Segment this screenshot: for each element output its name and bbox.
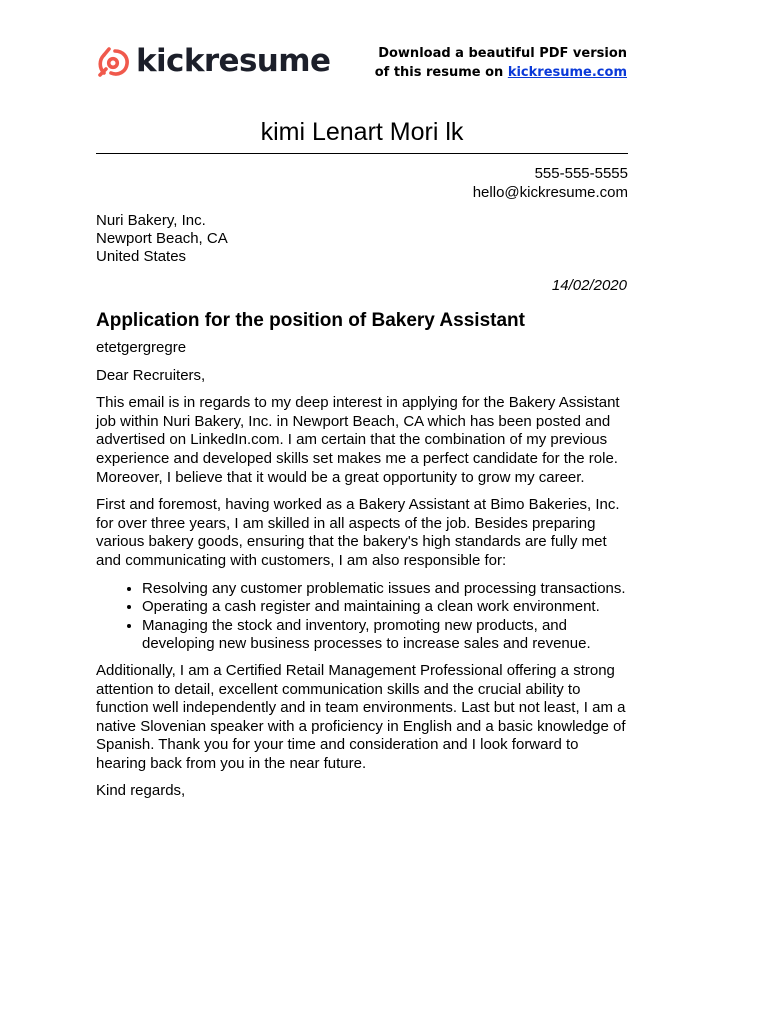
letter-date: 14/02/2020	[551, 277, 627, 294]
salutation: Dear Recruiters,	[96, 366, 206, 384]
responsibilities-list	[96, 580, 630, 654]
list-item: • Operating a cash register and maintaining a clean work environment.	[142, 598, 630, 617]
download-promo	[375, 44, 627, 82]
kickresume-logo-icon	[96, 43, 132, 79]
recipient-address	[96, 212, 228, 266]
letter-body	[96, 339, 630, 810]
recipient-city: Newport Beach, CA	[96, 230, 228, 247]
kickresume-logo	[96, 42, 330, 80]
kickresume-link[interactable]: kickresume.com	[507, 65, 627, 80]
promo-line-1: Download a beautiful PDF version	[378, 46, 627, 61]
header-divider	[96, 153, 628, 154]
email-address: hello@kickresume.com	[472, 184, 628, 201]
list-item: • Managing the stock and inventory, promoting new products, and developing new business processes to increase sales and revenue.	[142, 617, 630, 654]
paragraph-1: This email is in regards to my deep interest in applying for the Bakery Assistant job within Nuri Bakery, Inc. in Newport Beach, CA which has been posted and advertised on LinkedIn.com. I am certain that the combination of my previous experience and developed skills set makes me a perfect candidate for the role. Moreover, I believe that it would be a great opportunity to grow my career.	[96, 394, 620, 486]
recipient-country: United States	[96, 248, 187, 265]
logo-wordmark: kickresume	[136, 42, 331, 79]
promo-line-2	[375, 63, 627, 82]
intro-line: etetgergregre	[96, 339, 187, 356]
applicant-contact	[473, 164, 628, 202]
paragraph-3: Additionally, I am a Certified Retail Management Professional offering a strong attention to detail, excellent communication skills and the crucial ability to function well independently and in team environments. Last but not least, I am a native Slovenian speaker with a proficiency in English and a basic knowledge of Spanish. Thank you for your time and consideration and I look forward to hearing back from you in the near future.	[96, 661, 626, 772]
letter-subject: Application for the position of Bakery Assistant	[96, 310, 525, 331]
paragraph-2: First and foremost, having worked as a Bakery Assistant at Bimo Bakeries, Inc. for over three years, I am skilled in all aspects of the job. Besides preparing various bakery goods, ensuring that the bakery's high standards are fully met and communicating with customers, I am also responsible for:	[96, 496, 620, 569]
phone-number: 555-555-5555	[534, 165, 628, 182]
list-item: • Resolving any customer problematic issues and processing transactions.	[142, 580, 630, 599]
applicant-name: kimi Lenart Mori lk	[260, 118, 464, 146]
closing: Kind regards,	[96, 782, 186, 800]
recipient-company: Nuri Bakery, Inc.	[96, 212, 206, 229]
promo-line-2-text: of this resume on	[374, 65, 508, 80]
